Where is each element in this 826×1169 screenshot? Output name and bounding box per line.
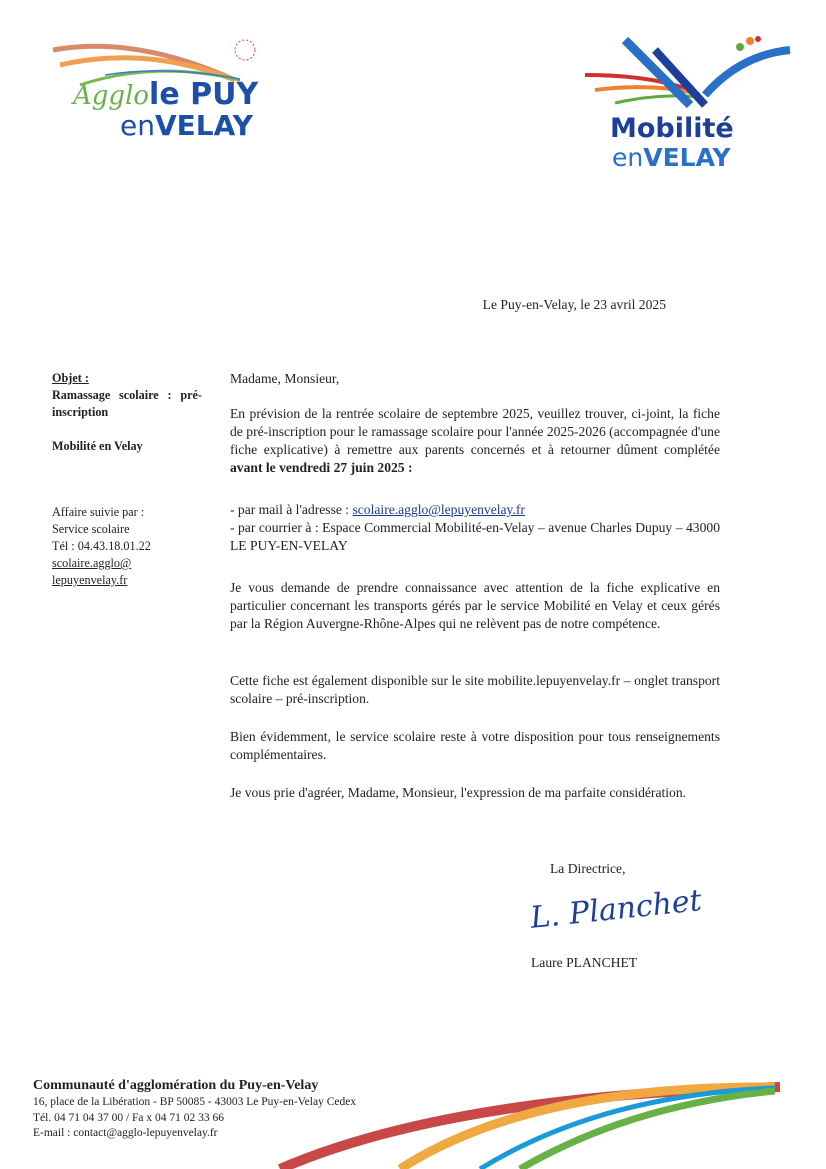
signatory-title: La Directrice, [550,861,626,876]
sidebar-email-link[interactable]: scolaire.agglo@ lepuyenvelay.fr [52,556,132,587]
logo-script: Agglo [73,81,150,111]
footer [33,1077,356,1142]
footer-address: 16, place de la Libération - BP 50085 - 43003 Le Puy-en-Velay Cedex [33,1096,357,1108]
mobilite-logo [580,35,795,175]
agglo-logo [45,35,265,150]
date-line: Le Puy-en-Velay, le 23 avril 2025 [482,297,666,312]
service-name: Mobilité en Velay [52,439,143,453]
deadline: avant le vendredi 27 juin 2025 : [230,460,413,475]
paragraph-1: En prévision de la rentrée scolaire de septembre 2025, veuillez trouver, ci-joint, la fiche de pré-inscription pour le ramassage scolaire pour l'année 2025-2026 (accompagnée d'une fiche explicative) à remettre aux parents concernés et à retourner dûment complétée avant le vendredi 27 juin 2025 : [230,406,720,475]
footer-phone: Tél. 04 71 04 37 00 / Fa x 04 71 02 33 66 [33,1111,225,1124]
logo-bird-icon [580,35,795,115]
send-options: - par mail à l'adresse : scolaire.agglo@lepuyenvelay.fr - par courrier à : Espace Commercial Mobilité-en-Velay – avenue Charles Dupuy – 43000 LE PUY-EN-VELAY [230,502,720,553]
handwritten-signature: L. Planchet [528,883,704,936]
affaire-service: Service scolaire [52,522,130,536]
logo-line1: le PUY [149,77,259,112]
footer-org: Communauté d'agglomération du Puy-en-Velay [33,1078,319,1093]
paragraph-6: Je vous prie d'agréer, Madame, Monsieur, l'expression de ma parfaite considération. [230,785,687,800]
signatory-name: Laure PLANCHET [531,955,638,970]
email-link[interactable]: scolaire.agglo@lepuyenvelay.fr [352,502,525,517]
logo-line1: Mobilité [610,113,734,144]
logo-prefix: en [120,109,155,142]
objet-label: Objet : [52,371,89,385]
paragraph-3: Je vous demande de prendre connaissance avec attention de la fiche explicative en particulier concernant les transports gérés par le service Mobilité en Velay et ceux gérés par la Région Auvergne-Rhône-Alpes qui ne relèvent pas de notre compétence. [230,580,720,631]
sidebar [52,370,202,589]
logo-prefix: en [612,143,644,172]
affaire-label: Affaire suivie par : [52,505,145,519]
objet-text: Ramassage scolaire : pré-inscription [52,388,202,419]
footer-email: E-mail : contact@agglo-lepuyenvelay.fr [33,1127,218,1139]
paragraph-5: Bien évidemment, le service scolaire reste à votre disposition pour tous renseignements complémentaires. [230,729,720,762]
logo-line2: VELAY [643,143,731,172]
paragraph-4: Cette fiche est également disponible sur le site mobilite.lepuyenvelay.fr – onglet transport scolaire – pré-inscription. [230,673,720,706]
courrier-line: - par courrier à : Espace Commercial Mobilité-en-Velay – avenue Charles Dupuy – 43000 LE PUY-EN-VELAY [230,520,720,553]
affaire-tel: Tél : 04.43.18.01.22 [52,539,151,553]
logo-line2: VELAY [154,109,253,142]
salutation: Madame, Monsieur, [230,371,340,386]
